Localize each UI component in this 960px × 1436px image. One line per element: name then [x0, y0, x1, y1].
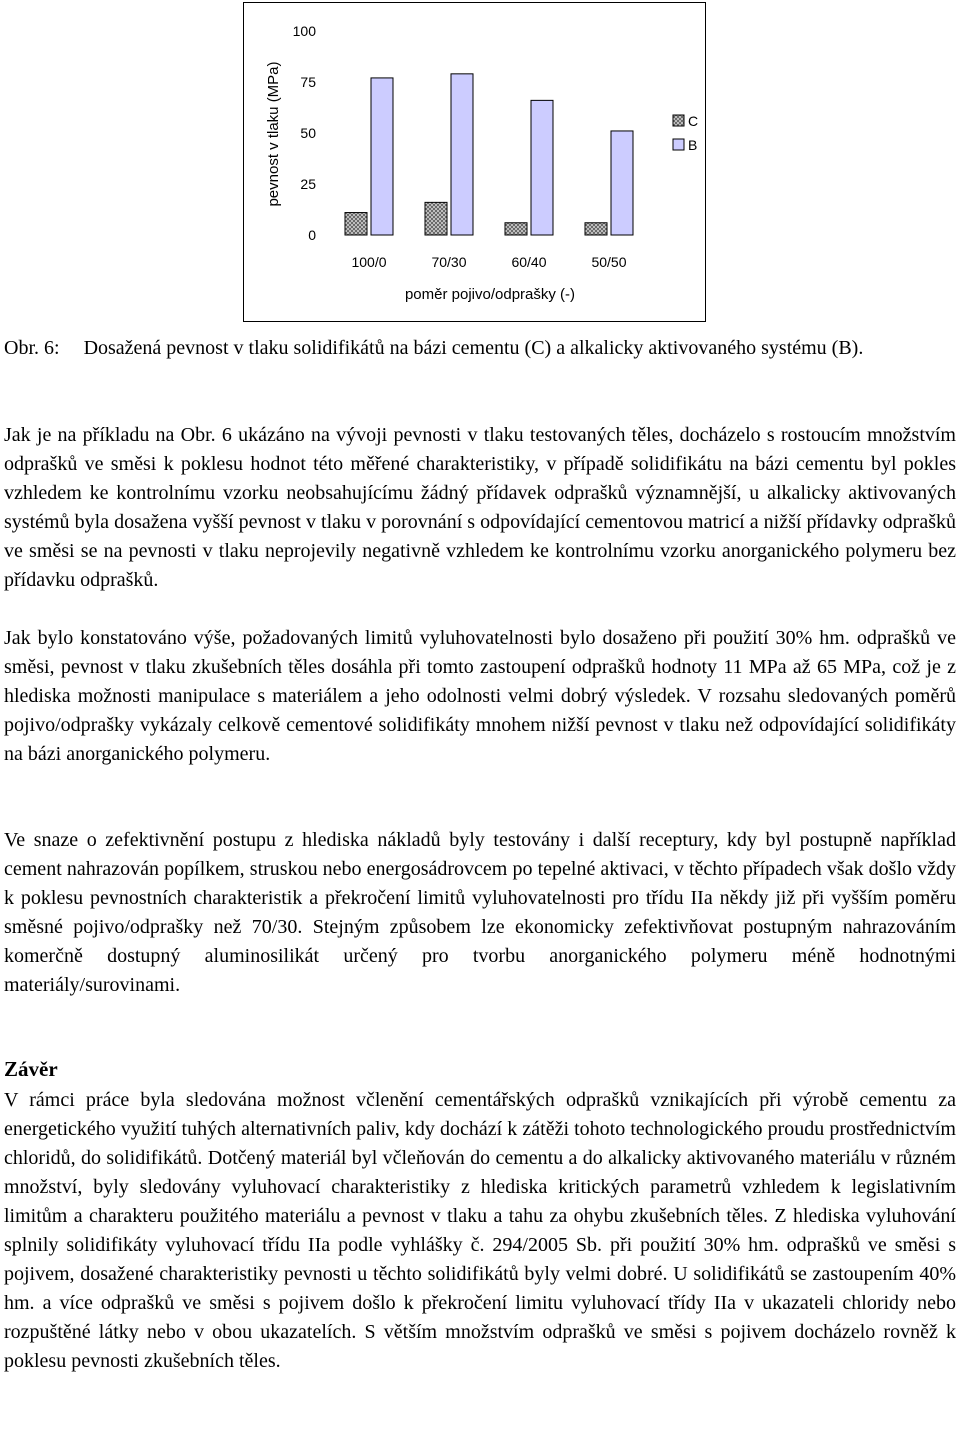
x-tick-label: 100/0	[351, 254, 387, 270]
caption-label: Obr. 6:	[4, 337, 60, 359]
y-tick-label: 100	[292, 23, 316, 39]
bar-B-1	[371, 78, 393, 235]
bar-C-1	[345, 213, 367, 235]
paragraph-2: Jak bylo konstatováno výše, požadovaných limitů vyluhovatelnosti bylo dosaženo při použití 30% hm. odprašků ve směsi, pevnost v tlaku zkušebních těles dosáhla při tomto zastoupení odprašků hodnoty 11 MPa až 65 MPa, což je z hlediska možnosti manipulace s materiálem a jeho odolnosti velmi dobrý výsledek. V rozsahu sledovaných poměrů pojivo/odprašky vykázaly celkově cementové solidifikáty mnohem nižší pevnost v tlaku než odpovídající solidifikáty na bázi anorganického polymeru.	[4, 627, 956, 765]
legend-swatch-C	[673, 115, 684, 126]
x-tick-label: 50/50	[591, 254, 627, 270]
paragraph-3: Ve snaze o zefektivnění postupu z hlediska nákladů byly testovány i další receptury, kdy byl postupně například cement nahrazován popílkem, struskou nebo energosádrovcem po tepelné aktivaci, v těchto případech však došlo vždy k poklesu pevnostních charakteristik a překročení limitů vyluhovatelnosti pro třídu IIa někdy již při vyšším poměru směsné pojivo/odprašky než 70/30. Stejným způsobem lze ekonomicky zefektivňovat postupným nahrazováním komerčně dostupný aluminosilikát určený pro tvorbu anorganického polymeru méně hodnotnými materiály/surovinami.	[4, 829, 956, 996]
figure-caption	[4, 334, 956, 362]
paragraph-1: Jak je na příkladu na Obr. 6 ukázáno na vývoji pevnosti v tlaku testovaných těles, docházelo s rostoucím množstvím odprašků ve směsi k poklesu hodnot této měřené charakteristiky, v případě solidifikátu na bázi cementu byl pokles vzhledem ke kontrolnímu vzorku neobsahujícímu žádný přídavek odprašků významnější, u alkalicky aktivovaných systémů byla dosažena vyšší pevnost v tlaku v porovnání s odpovídající cementovou matricí a nižší přídavky odprašků ve směsi se na pevnosti v tlaku neprojevily negativně vzhledem ke kontrolnímu vzorku anorganického polymeru bez přídavku odprašků.	[4, 424, 956, 591]
bar-C-2	[425, 202, 447, 235]
conclusion-text: V rámci práce byla sledována možnost včlenění cementářských odprašků vznikajících při výrobě cementu za energetického využití tuhých alternativních paliv, kdy dochází k zátěži tohoto technologického proudu prostřednictvím chloridů, do solidifikátů. Dotčený materiál byl včleňován do cementu a do alkalicky aktivovaného materiálu v různém množství, byly sledovány vyluhovací charakteristiky z hlediska kritických parametrů vzhledem k legislativním limitům a charakteru použitého materiálu a pevnost v tlaku a tahu za ohybu zkušebních těles. Z hlediska vyluhování splnily solidifikáty vyluhovací třídu IIa podle vyhlášky č. 294/2005 Sb. při použití 30% hm. odprašků ve směsi s pojivem, dosažené charakteristiky pevnosti u těchto solidifikátů byly velmi dobré. U solidifikátů se zastoupením 40% hm. a více odprašků ve směsi s pojivem došlo k překročení limitu vyluhovací třídy IIa v ukazateli chloridy nebo rozpuštěné látky nebo v obou ukazatelích. S větším množstvím odprašků ve směsi s pojivem docházelo rovněž k poklesu pevnosti zkušebních těles.	[4, 1089, 956, 1372]
legend-swatch-B	[673, 139, 684, 150]
bar-B-4	[611, 131, 633, 235]
x-axis-label: poměr pojivo/odprašky (-)	[404, 286, 576, 303]
chart-frame	[243, 2, 706, 322]
x-tick-label: 70/30	[431, 254, 467, 270]
caption-text: Dosažená pevnost v tlaku solidifikátů na bázi cementu (C) a alkalicky aktivovaného systému (B).	[83, 337, 864, 359]
bar-B-2	[451, 74, 473, 235]
x-tick-label: 60/40	[511, 254, 547, 270]
y-tick-label: 25	[300, 176, 316, 192]
y-tick-label: 50	[300, 125, 316, 141]
bar-chart	[244, 3, 707, 323]
y-axis-label: pevnost v tlaku (MPa)	[265, 61, 282, 207]
bar-C-4	[585, 223, 607, 235]
bar-B-3	[531, 100, 553, 235]
y-tick-label: 75	[300, 74, 316, 90]
bar-C-3	[505, 223, 527, 235]
conclusion-heading: Závěr	[4, 1057, 58, 1081]
legend-label-C: C	[688, 113, 699, 129]
y-tick-label: 0	[308, 227, 316, 243]
legend-label-B: B	[688, 137, 698, 153]
